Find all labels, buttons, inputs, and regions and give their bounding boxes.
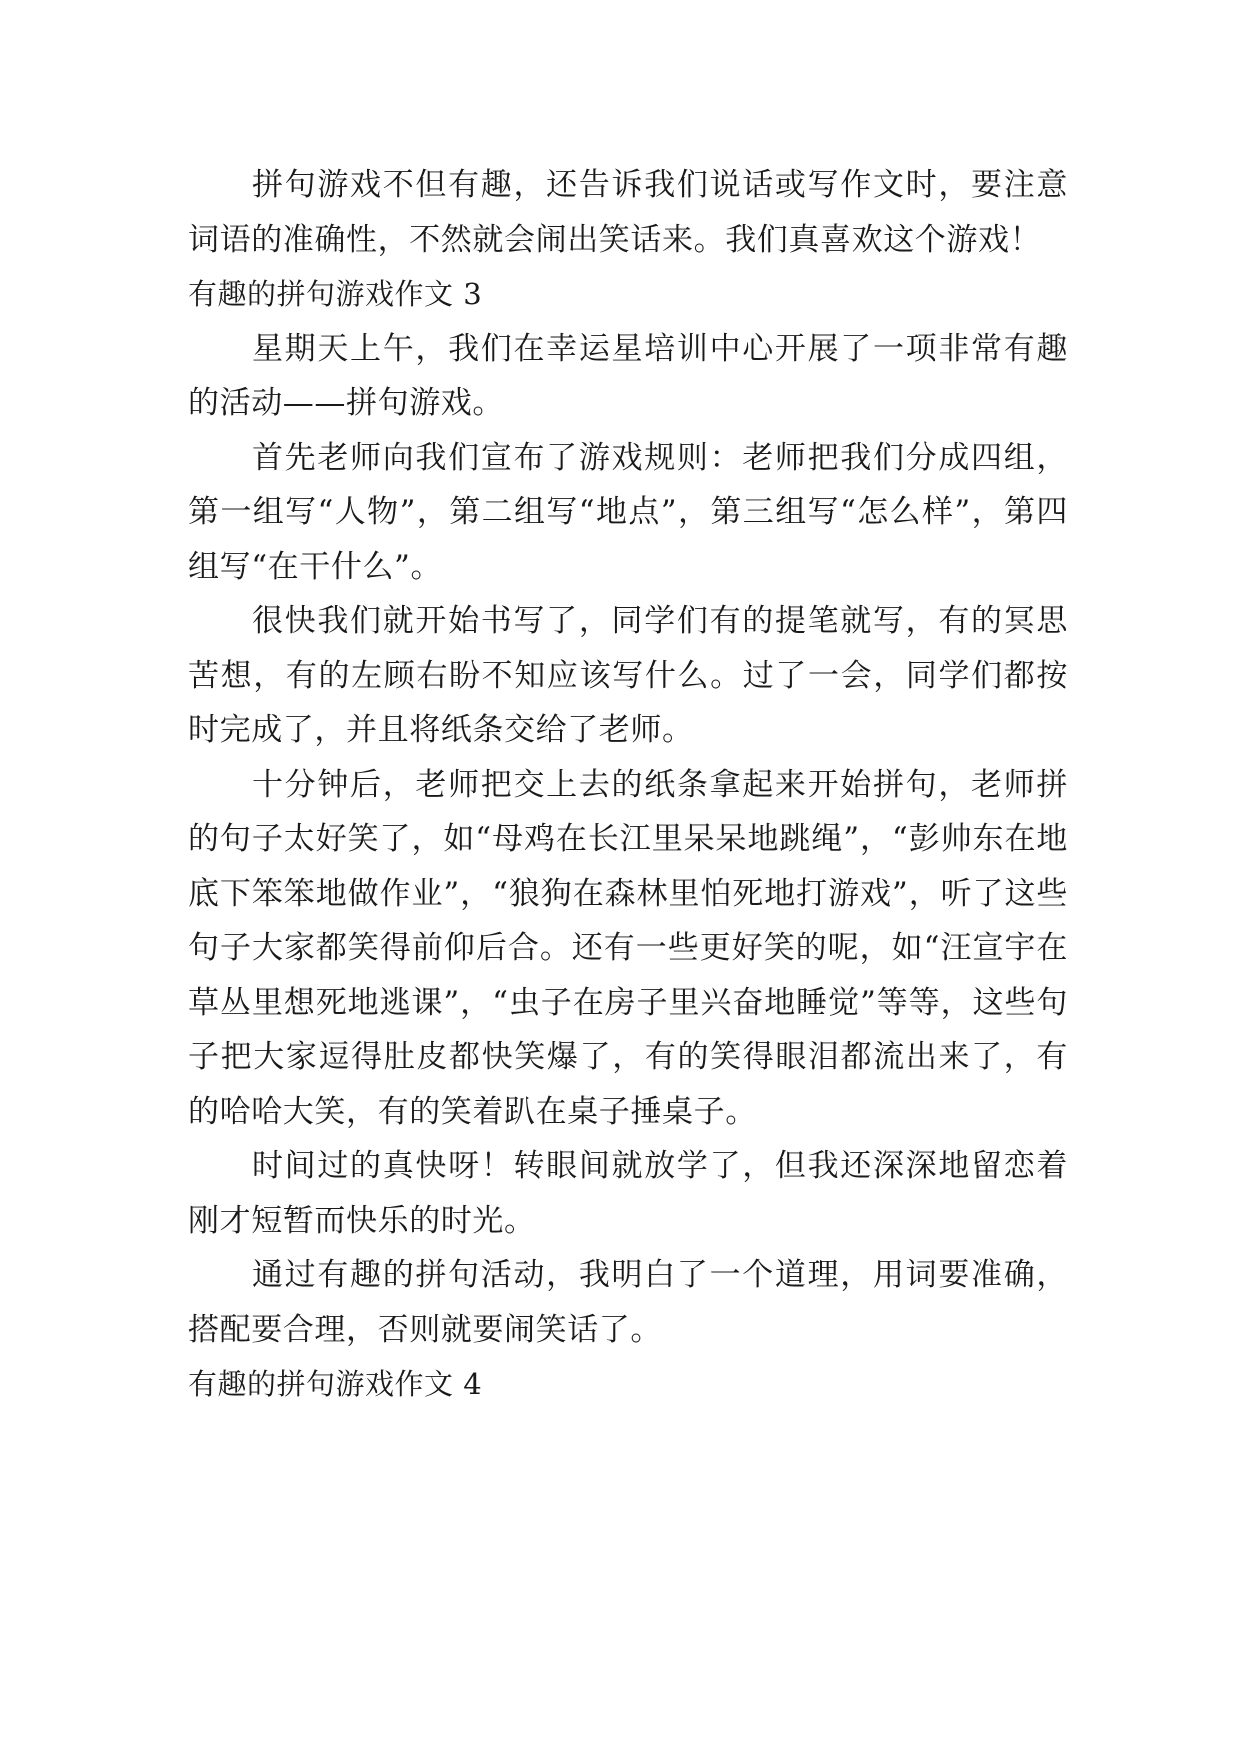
document-page bbox=[188, 158, 1068, 1412]
paragraph-intro: 星期天上午，我们在幸运星培训中心开展了一项非常有趣的活动——拼句游戏。 bbox=[188, 330, 1068, 421]
paragraph-rules: 首先老师向我们宣布了游戏规则：老师把我们分成四组，第一组写“人物”，第二组写“地点”，第三组写“怎么样”，第四组写“在干什么”。 bbox=[188, 439, 1068, 585]
paragraph-time: 时间过的真快呀！转眼间就放学了，但我还深深地留恋着刚才短暂而快乐的时光。 bbox=[188, 1148, 1068, 1239]
paragraph-conclusion-2: 拼句游戏不但有趣，还告诉我们说话或写作文时，要注意词语的准确性，不然就会闹出笑话来。我们真喜欢这个游戏！ bbox=[188, 167, 1068, 258]
section-heading-3: 有趣的拼句游戏作文 3 bbox=[188, 277, 483, 311]
paragraph-results: 十分钟后，老师把交上去的纸条拿起来开始拼句，老师拼的句子太好笑了，如“母鸡在长江里呆呆地跳绳”，“彭帅东在地底下笨笨地做作业”，“狼狗在森林里怕死地打游戏”，听了这些句子大家都笑得前仰后合。还有一些更好笑的呢，如“汪宣宇在草丛里想死地逃课”，“虫子在房子里兴奋地睡觉”等等，这些句子把大家逗得肚皮都快笑爆了，有的笑得眼泪都流出来了，有的哈哈大笑，有的笑着趴在桌子捶桌子。 bbox=[188, 766, 1068, 1130]
paragraph-writing: 很快我们就开始书写了，同学们有的提笔就写，有的冥思苦想，有的左顾右盼不知应该写什么。过了一会，同学们都按时完成了，并且将纸条交给了老师。 bbox=[188, 603, 1068, 748]
section-heading-4: 有趣的拼句游戏作文 4 bbox=[188, 1367, 483, 1401]
paragraph-lesson: 通过有趣的拼句活动，我明白了一个道理，用词要准确，搭配要合理，否则就要闹笑话了。 bbox=[188, 1257, 1068, 1348]
